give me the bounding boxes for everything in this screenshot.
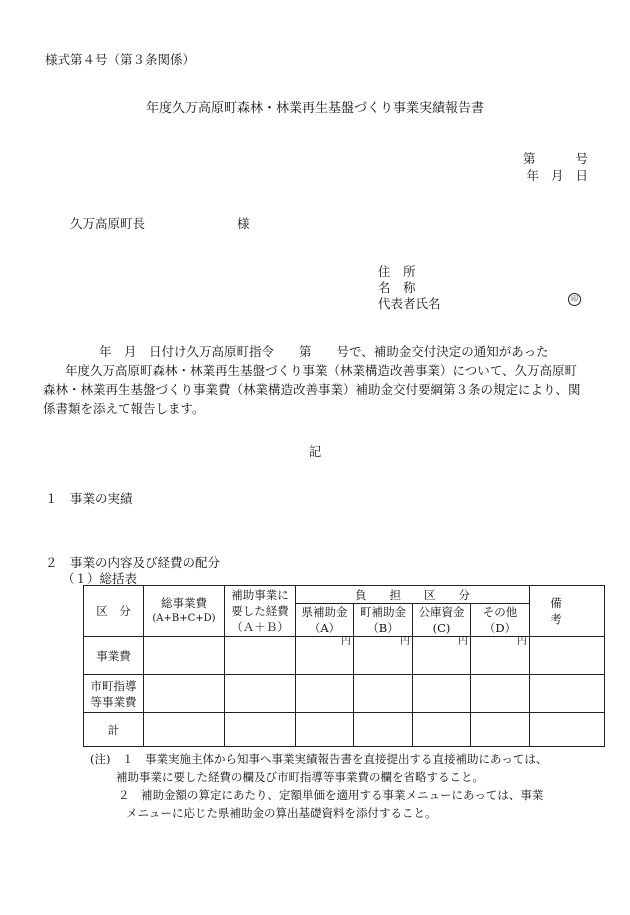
applicant-name-label: 名 称 — [378, 280, 416, 295]
header-town-label: 町補助金 — [360, 605, 406, 619]
cell-other — [471, 675, 530, 713]
cell-total — [144, 675, 225, 713]
date-month: 月 — [550, 168, 564, 183]
cell-town — [354, 675, 413, 713]
document-title: 年度久万高原町森林・林業再生基盤づくり事業実績報告書 — [145, 101, 484, 116]
row-label-shidou-line-2: 等事業費 — [90, 694, 137, 709]
header-total-label: 総事業費 — [161, 596, 207, 610]
cell-other — [471, 713, 530, 747]
header-public-fund — [413, 604, 471, 637]
applicant-address-label: 住 所 — [378, 264, 416, 279]
summary-table — [83, 585, 618, 747]
document-number — [523, 149, 588, 167]
row-label-shidou — [84, 675, 144, 713]
report-date — [526, 166, 588, 184]
applicant-representative-label: 代表者氏名 — [378, 296, 441, 311]
header-other-label: その他 — [482, 605, 518, 619]
cell-town — [354, 637, 413, 675]
cell-total — [144, 637, 225, 675]
header-public-code: (C) — [432, 621, 451, 635]
cell-other — [471, 637, 530, 675]
ki-heading: 記 — [308, 444, 322, 459]
header-town-subsidy — [354, 604, 413, 637]
header-other-code: （D） — [483, 621, 517, 635]
cell-remarks — [530, 713, 605, 747]
cell-town — [354, 713, 413, 747]
doc-number-dai: 第 — [522, 151, 536, 166]
doc-number-go: 号 — [575, 151, 588, 166]
yen-unit: 円 — [517, 636, 527, 647]
header-other — [471, 604, 530, 637]
subsection-1-heading: （１）総括表 — [62, 571, 138, 586]
cell-public — [413, 675, 471, 713]
cell-total — [144, 713, 225, 747]
header-public-label: 公庫資金 — [418, 605, 465, 619]
note-2-line-1: ２ 補助金額の算定にあたり、定額単価を適用する事業メニューにあっては、事業 — [118, 788, 544, 802]
addressee — [70, 214, 250, 232]
header-burden: 負 担 区 分 — [296, 586, 530, 604]
header-subsidy-cost — [225, 586, 296, 637]
cell-public — [413, 637, 471, 675]
header-total-cost — [144, 586, 225, 637]
header-pref-code: （A） — [308, 621, 341, 635]
body-paragraph: 年度久万高原町森林・林業再生基盤づくり事業（林業構造改善事業）について、久万高原町森林・林業再生基盤づくり事業費（林業構造改善事業）補助金交付要綱第３条の規定により、関係書類を添えて報告します。 — [43, 363, 581, 416]
date-year: 年 — [526, 168, 539, 183]
yen-unit: 円 — [400, 636, 410, 647]
yen-unit: 円 — [341, 636, 351, 647]
cell-subsidy — [225, 713, 296, 747]
header-kubun: 区 分 — [84, 586, 144, 637]
form-number: 様式第４号（第３条関係） — [45, 52, 196, 67]
date-day: 日 — [575, 168, 588, 183]
header-subsidy-formula: （Ａ＋Ｂ） — [231, 620, 289, 634]
header-pref-subsidy — [296, 604, 354, 637]
header-pref-label: 県補助金 — [301, 605, 348, 619]
cell-remarks — [530, 675, 605, 713]
cell-subsidy — [225, 675, 296, 713]
header-town-code: （B） — [367, 621, 399, 635]
note-1-line-1: (注) １ 事業実施主体から知事へ事業実績報告書を直接提出する直接補助にあっては、 — [90, 752, 548, 766]
row-label-jigyohi: 事業費 — [84, 637, 144, 675]
addressee-honorific: 様 — [237, 216, 250, 231]
yen-unit: 円 — [458, 636, 468, 647]
header-subsidy-line-1: 補助事業に — [231, 588, 289, 602]
cell-pref — [296, 675, 354, 713]
row-label-shidou-line-1: 市町指導 — [90, 678, 137, 693]
cell-remarks — [530, 637, 605, 675]
body-line-1: 年 月 日付け久万高原町指令 第 号で、補助金交付決定の通知があった — [99, 344, 549, 359]
note-2-line-2: メニューに応じた県補助金の算出基礎資料を添付すること。 — [126, 806, 437, 820]
cell-public — [413, 713, 471, 747]
header-subsidy-line-2: 要した経費 — [231, 604, 289, 618]
notes — [90, 750, 547, 822]
header-total-formula: (A+B+C+D) — [152, 613, 216, 624]
cell-subsidy — [225, 637, 296, 675]
row-label-total: 計 — [84, 713, 144, 747]
cell-pref — [296, 637, 354, 675]
seal-mark: 印 — [568, 293, 581, 306]
section-2-heading: ２ 事業の内容及び経費の配分 — [45, 555, 221, 570]
section-1-heading: １ 事業の実績 — [45, 491, 133, 506]
header-remarks: 備 考 — [530, 586, 605, 637]
cell-pref — [296, 713, 354, 747]
note-1-line-2: 補助事業に要した経費の欄及び市町指導等事業費の欄を省略すること。 — [116, 770, 484, 784]
addressee-name: 久万高原町長 — [70, 216, 146, 231]
report-body — [43, 342, 589, 418]
